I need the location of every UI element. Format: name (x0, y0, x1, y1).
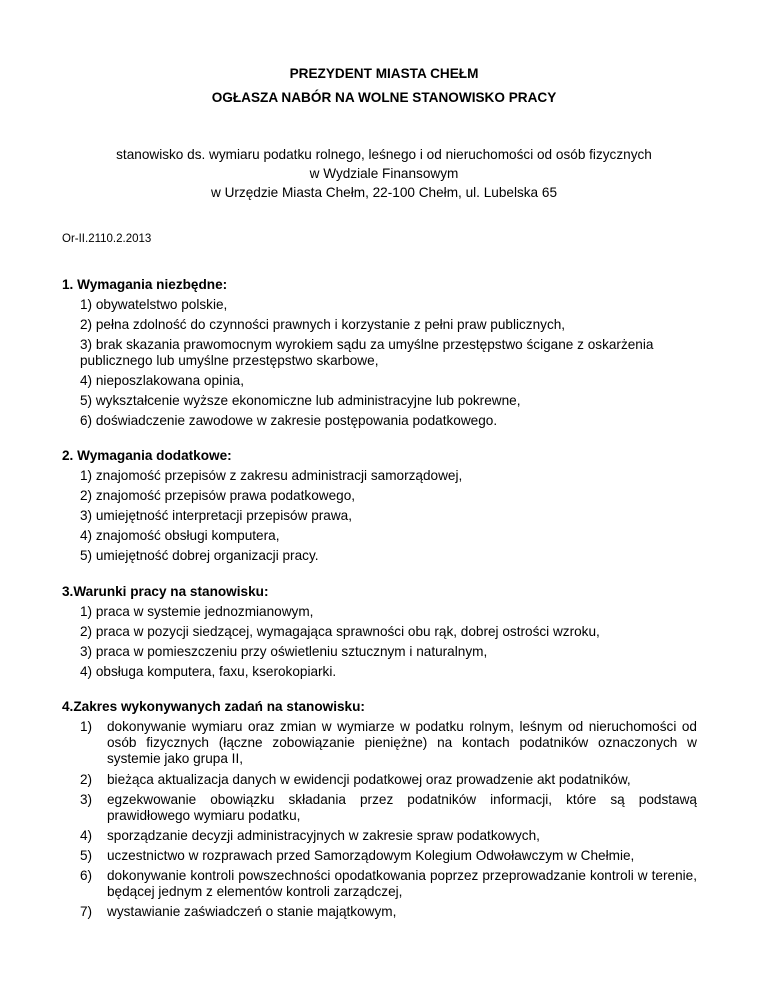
list-item-number: 4) (80, 828, 93, 843)
list-item: 3) praca w pomieszczeniu przy oświetleniu sztucznym i naturalnym, (80, 644, 488, 659)
list-item: 5) umiejętność dobrej organizacji pracy. (80, 548, 319, 563)
position-department: w Wydziale Finansowym (309, 166, 459, 181)
header-line-1: PREZYDENT MIASTA CHEŁM (289, 66, 479, 81)
list-item: dokonywanie wymiaru oraz zmian w wymiarze w podatku rolnym, leśnym od nieruchomości od osób fizycznych (łączne zobowiązanie pieniężne) na kontach podatników oznaczonych w systemie jako grupa II, (107, 719, 697, 766)
list-item-number: 6) (80, 868, 93, 883)
list-item: 2) znajomość przepisów prawa podatkowego, (80, 488, 356, 503)
list-item: 1) znajomość przepisów z zakresu administracji samorządowej, (80, 468, 463, 483)
section-heading: 1. Wymagania niezbędne: (62, 277, 228, 292)
list-item-number: 3) (80, 792, 93, 807)
list-item: 2) pełna zdolność do czynności prawnych i korzystanie z pełni praw publicznych, (80, 317, 566, 332)
list-item-number: 5) (80, 848, 93, 863)
position-title: stanowisko ds. wymiaru podatku rolnego, leśnego i od nieruchomości od osób fizycznych (116, 147, 652, 162)
section-heading: 2. Wymagania dodatkowe: (62, 448, 232, 463)
list-item: 4) nieposzlakowana opinia, (80, 373, 244, 388)
list-item: egzekwowanie obowiązku składania przez podatników informacji, które są podstawą prawidłowego wymiaru podatku, (107, 792, 697, 823)
list-item-number: 1) (80, 719, 93, 734)
list-item: 1) praca w systemie jednozmianowym, (80, 604, 314, 619)
list-item: bieżąca aktualizacja danych w ewidencji podatkowej oraz prowadzenie akt podatników, (107, 772, 631, 787)
list-item-number: 7) (80, 904, 93, 919)
list-item-number: 2) (80, 772, 93, 787)
section-heading: 4.Zakres wykonywanych zadań na stanowisku: (62, 699, 365, 714)
list-item: 2) praca w pozycji siedzącej, wymagająca sprawności obu rąk, dobrej ostrości wzroku, (80, 624, 600, 639)
list-item: 5) wykształcenie wyższe ekonomiczne lub administracyjne lub pokrewne, (80, 393, 521, 408)
list-item: 3) umiejętność interpretacji przepisów prawa, (80, 508, 352, 523)
list-item: 3) brak skazania prawomocnym wyrokiem sądu za umyślne przestępstwo ścigane z oskarżenia publicznego lub umyślne przestępstwo skarbowe, (80, 337, 654, 368)
list-item: sporządzanie decyzji administracyjnych w zakresie spraw podatkowych, (107, 828, 540, 843)
list-item: 1) obywatelstwo polskie, (80, 297, 228, 312)
list-item: uczestnictwo w rozprawach przed Samorządowym Kolegium Odwoławczym w Chełmie, (107, 848, 635, 863)
list-item: dokonywanie kontroli powszechności opodatkowania poprzez przeprowadzanie kontroli w terenie, będącej jednym z elementów kontroli zarządczej, (107, 868, 697, 899)
section-heading: 3.Warunki pracy na stanowisku: (62, 584, 269, 599)
position-office-address: w Urzędzie Miasta Chełm, 22-100 Chełm, ul. Lubelska 65 (210, 185, 558, 200)
list-item: 6) doświadczenie zawodowe w zakresie postępowania podatkowego. (80, 413, 498, 428)
list-item: 4) znajomość obsługi komputera, (80, 528, 280, 543)
list-item: wystawianie zaświadczeń o stanie majątkowym, (107, 904, 397, 919)
header-line-2: OGŁASZA NABÓR NA WOLNE STANOWISKO PRACY (211, 90, 557, 105)
list-item: 4) obsługa komputera, faxu, kserokopiarki. (80, 664, 337, 679)
reference-number: Or-II.2110.2.2013 (62, 233, 152, 245)
